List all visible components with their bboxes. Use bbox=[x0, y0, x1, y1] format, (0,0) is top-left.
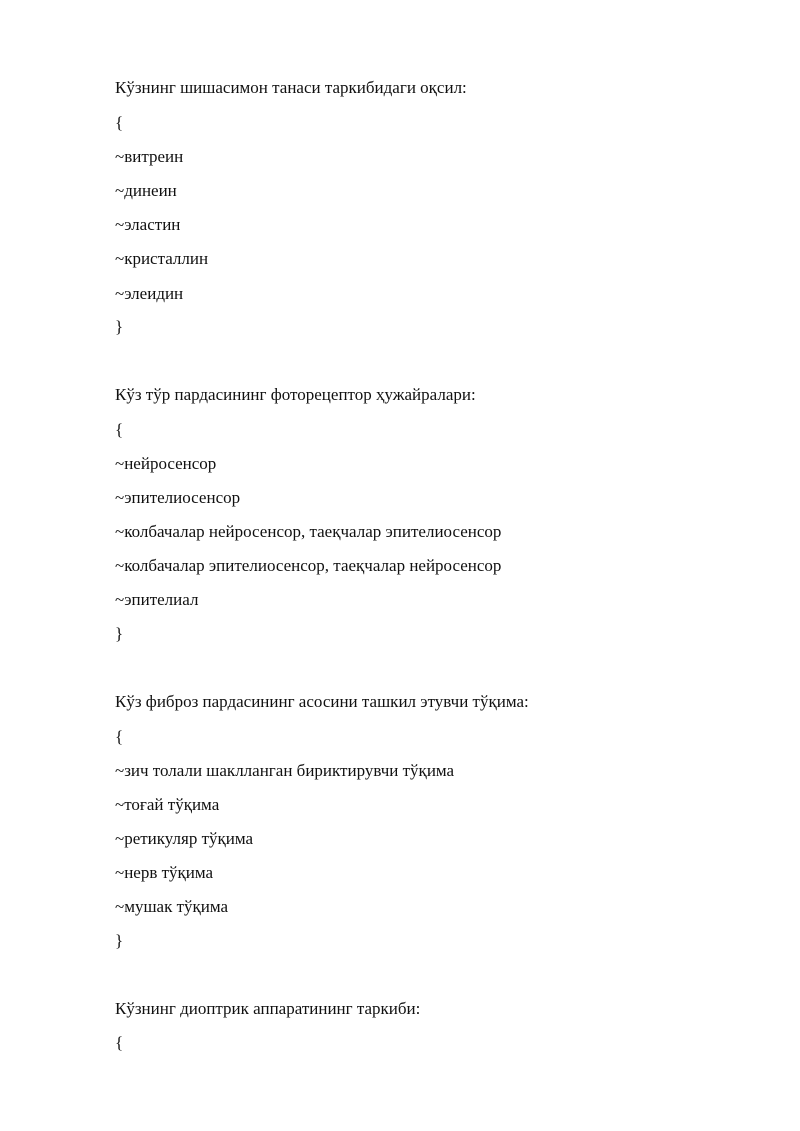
question-2-close-brace: } bbox=[115, 624, 124, 643]
question-1-option-4: ~кристаллин bbox=[115, 249, 209, 268]
question-1-option-2: ~динеин bbox=[115, 181, 177, 200]
question-3-option-2: ~тоғай тўқима bbox=[115, 795, 220, 814]
question-1-text: Кўзнинг шишасимон танаси таркибидаги оқсил: bbox=[115, 78, 467, 97]
question-3-option-1: ~зич толали шаклланган бириктирувчи тўқима bbox=[115, 761, 455, 780]
question-1-option-1: ~витреин bbox=[115, 147, 184, 166]
question-2-text: Кўз тўр пардасининг фоторецептор ҳужайралари: bbox=[115, 385, 476, 404]
question-3-close-brace: } bbox=[115, 931, 124, 950]
question-2-option-2: ~эпителиосенсор bbox=[115, 488, 241, 507]
question-1-close-brace: } bbox=[115, 317, 124, 336]
question-2-option-3: ~колбачалар нейросенсор, таеқчалар эпителиосенсор bbox=[115, 522, 502, 541]
question-4-text: Кўзнинг диоптрик аппаратининг таркиби: bbox=[115, 999, 421, 1018]
question-2-option-5: ~эпителиал bbox=[115, 590, 199, 609]
question-3-option-5: ~мушак тўқима bbox=[115, 897, 229, 916]
question-3-option-3: ~ретикуляр тўқима bbox=[115, 829, 254, 848]
question-4-open-brace: { bbox=[115, 1033, 124, 1052]
question-2-open-brace: { bbox=[115, 420, 124, 439]
question-2-option-4: ~колбачалар эпителиосенсор, таеқчалар нейросенсор bbox=[115, 556, 502, 575]
question-3-option-4: ~нерв тўқима bbox=[115, 863, 214, 882]
question-1-option-5: ~элеидин bbox=[115, 284, 184, 303]
question-1-option-3: ~эластин bbox=[115, 215, 181, 234]
question-3-open-brace: { bbox=[115, 727, 124, 746]
question-2-option-1: ~нейросенсор bbox=[115, 454, 217, 473]
question-3-text: Кўз фиброз пардасининг асосини ташкил этувчи тўқима: bbox=[115, 692, 529, 711]
question-1-open-brace: { bbox=[115, 113, 124, 132]
